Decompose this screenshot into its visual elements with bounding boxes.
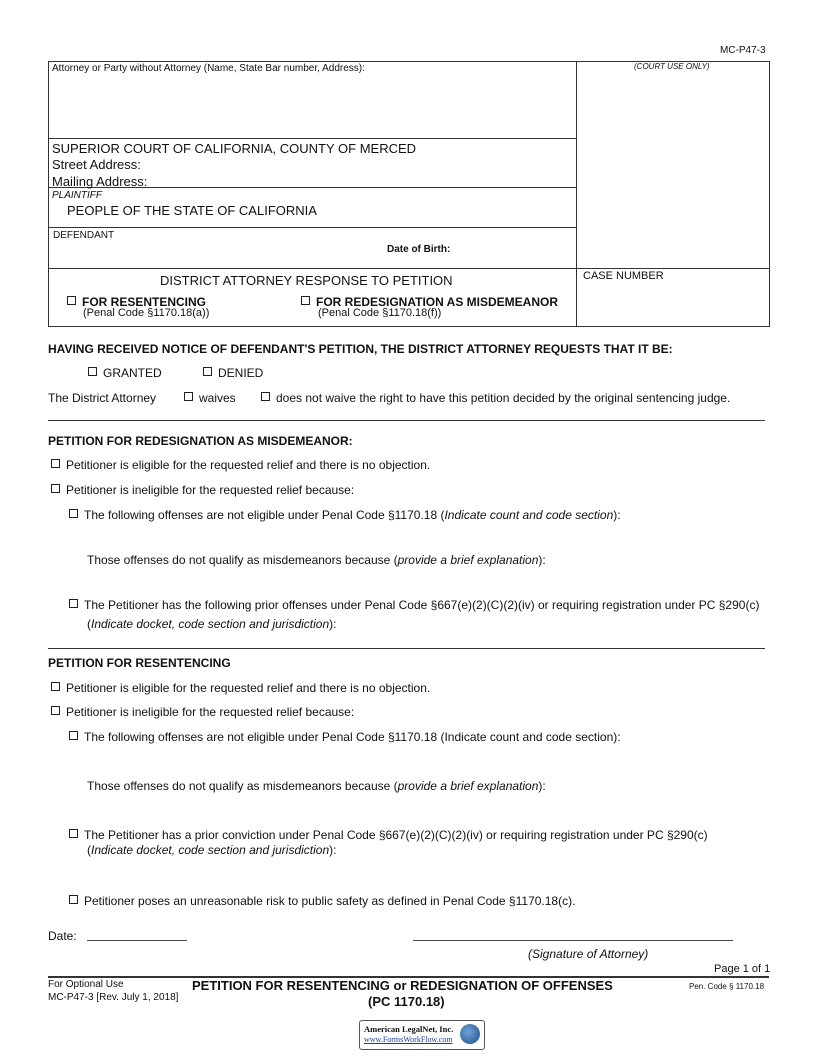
resent-risk-text: Petitioner poses an unreasonable risk to public safety as defined in Penal Code §1170.18(c). [84,894,576,908]
page-number: Page 1 of 1 [714,963,771,975]
optional-use: For Optional Use [48,979,124,990]
opt-redesignation: FOR REDESIGNATION AS MISDEMEANOR [316,295,559,309]
redesignation-heading: PETITION FOR REDESIGNATION AS MISDEMEANOR: [48,434,353,448]
redesig-prior-open: ( [87,617,91,631]
defendant-label: DEFENDANT [53,230,115,241]
resent-eligible-text: Petitioner is eligible for the requested relief and there is no objection. [66,681,431,695]
redesig-prior-text: The Petitioner has the following prior offenses under Penal Code §667(e)(2)(C)(2)(iv) or requiring registration under PC §290(c) [84,598,760,612]
date-label: Date: [48,929,77,943]
response-title: DISTRICT ATTORNEY RESPONSE TO PETITION [160,273,453,288]
legalnet-logo[interactable] [359,1020,485,1050]
redesignation-checkbox[interactable] [301,296,310,305]
court-name: SUPERIOR COURT OF CALIFORNIA, COUNTY OF MERCED [52,141,417,156]
resent-prior-italic: Indicate docket, code section and jurisdiction [91,843,330,857]
plaintiff-name: PEOPLE OF THE STATE OF CALIFORNIA [67,203,317,218]
waives-label: waives [199,391,236,405]
waives-checkbox[interactable] [184,392,193,401]
case-number-label: CASE NUMBER [583,270,664,282]
opt-resentencing: FOR RESENTENCING [82,295,207,309]
redesig-prior-checkbox[interactable] [69,599,78,608]
redesig-prior-close: ): [329,617,337,631]
pen-code: Pen. Code § 1170.18 [689,982,765,991]
redesig-offenses-suffix: ): [613,508,621,522]
form-revision: MC-P47-3 [Rev. July 1, 2018] [48,992,179,1003]
redesig-qualify-suffix: ): [538,553,546,567]
granted-label: GRANTED [103,366,162,380]
logo-line2[interactable]: www.FormsWorkFlow.com [364,1035,453,1044]
resent-ineligible-text: Petitioner is ineligible for the requested relief because: [66,705,355,719]
redesig-eligible-text: Petitioner is eligible for the requested relief and there is no objection. [66,458,431,472]
not-waive-checkbox[interactable] [261,392,270,401]
redesig-qualify-prefix: Those offenses do not qualify as misdemeanors because ( [87,553,398,567]
resentencing-heading: PETITION FOR RESENTENCING [48,656,231,670]
footer-title-line1: PETITION FOR RESENTENCING or REDESIGNATION OF OFFENSES [192,978,613,993]
denied-label: DENIED [218,366,264,380]
street-address-label: Street Address: [52,157,141,172]
resent-offenses-text: The following offenses are not eligible under Penal Code §1170.18 (Indicate count and code section): [84,730,621,744]
logo-line1: American LegalNet, Inc. [364,1024,454,1034]
form-id: MC-P47-3 [720,45,766,56]
resentencing-checkbox[interactable] [67,296,76,305]
redesig-ineligible-text: Petitioner is ineligible for the requested relief because: [66,483,355,497]
resent-risk-checkbox[interactable] [69,895,78,904]
resent-ineligible-checkbox[interactable] [51,706,60,715]
resent-qualify-italic: provide a brief explanation [397,779,539,793]
redesig-offenses-italic: Indicate count and code section [444,508,614,522]
resent-eligible-checkbox[interactable] [51,682,60,691]
resent-prior-text: The Petitioner has a prior conviction under Penal Code §667(e)(2)(C)(2)(iv) or requiring registration under PC §290(c) [84,828,708,842]
court-use-only: (COURT USE ONLY) [634,62,710,71]
redesig-eligible-checkbox[interactable] [51,459,60,468]
granted-checkbox[interactable] [88,367,97,376]
opt-redesignation-code: (Penal Code §1170.18(f)) [318,307,442,319]
resent-prior-checkbox[interactable] [69,829,78,838]
redesig-offenses-checkbox[interactable] [69,509,78,518]
opt-resentencing-code: (Penal Code §1170.18(a)) [83,307,210,319]
da-label: The District Attorney [48,391,157,405]
resent-qualify-suffix: ): [538,779,546,793]
not-waive-label: does not waive the right to have this petition decided by the original sentencing judge. [276,391,731,405]
redesig-qualify-italic: provide a brief explanation [397,553,539,567]
request-heading: HAVING RECEIVED NOTICE OF DEFENDANT'S PETITION, THE DISTRICT ATTORNEY REQUESTS THAT IT BE: [48,342,673,356]
attorney-label: Attorney or Party without Attorney (Name, State Bar number, Address): [52,63,365,74]
resent-offenses-checkbox[interactable] [69,731,78,740]
footer-title-line2: (PC 1170.18) [368,994,445,1009]
dob-label: Date of Birth: [387,244,451,255]
mailing-address-label: Mailing Address: [52,174,148,189]
logo-icon [460,1024,480,1044]
signature-label: (Signature of Attorney) [528,947,649,961]
redesig-ineligible-checkbox[interactable] [51,484,60,493]
date-line[interactable] [87,940,187,941]
redesig-prior-italic: Indicate docket, code section and jurisdiction [91,617,330,631]
signature-line[interactable] [413,940,733,941]
redesig-offenses-prefix: The following offenses are not eligible under Penal Code §1170.18 ( [84,508,445,522]
plaintiff-label: PLAINTIFF [52,190,103,201]
resent-prior-close: ): [329,843,337,857]
denied-checkbox[interactable] [203,367,212,376]
resent-prior-open: ( [87,843,91,857]
resent-qualify-prefix: Those offenses do not qualify as misdemeanors because ( [87,779,398,793]
